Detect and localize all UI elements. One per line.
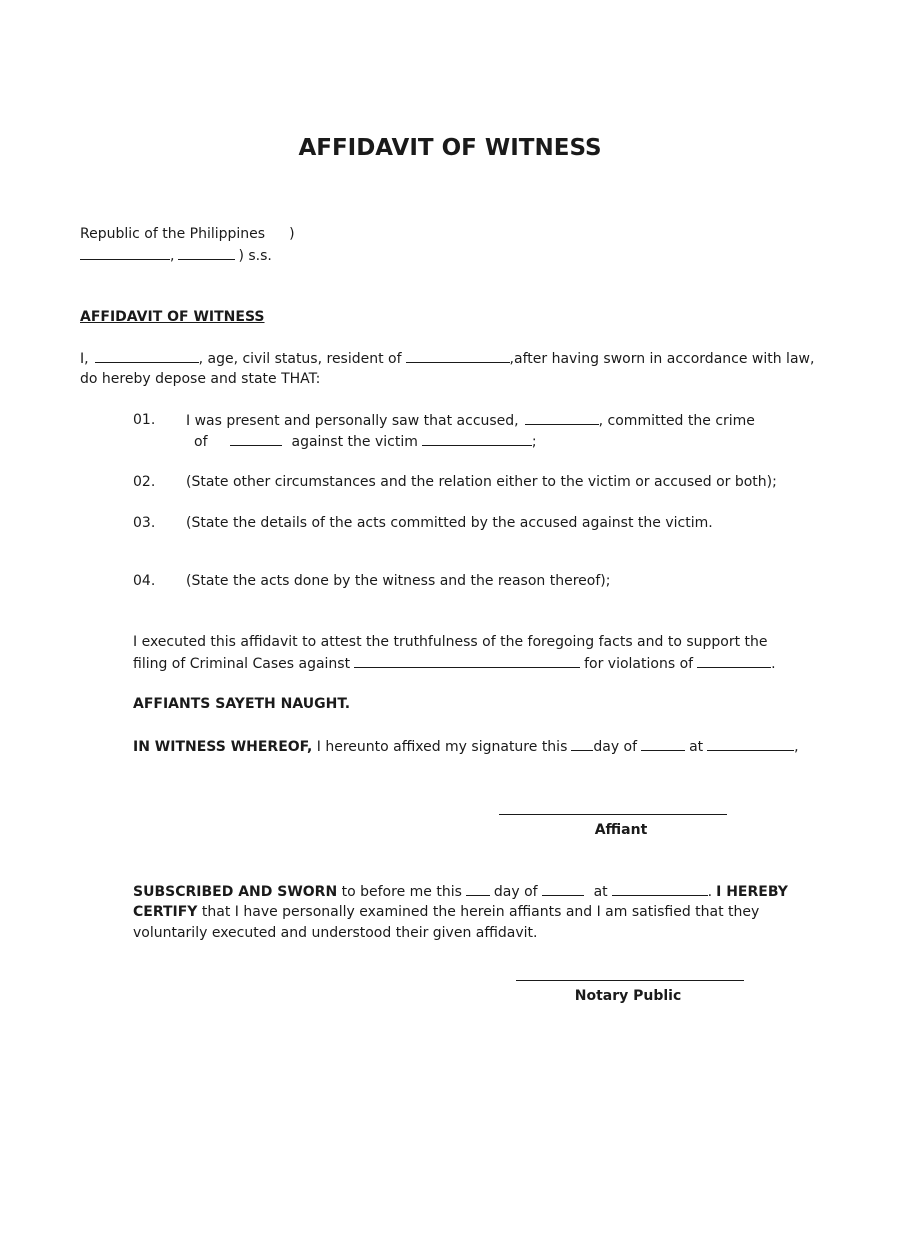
witness-text-dayof: day of [593, 739, 638, 755]
section-heading: AFFIDAVIT OF WITNESS [80, 309, 265, 325]
witness-whereof-line [133, 736, 799, 758]
item-01-number: 01. [133, 412, 156, 428]
witness-text-signature: I hereunto affixed my signature this [312, 739, 568, 755]
victim-name-blank[interactable] [422, 431, 532, 446]
violations-blank[interactable] [697, 653, 771, 668]
item-04-number: 04. [133, 573, 156, 589]
sworn-text-before: to before me this [337, 884, 462, 900]
item-04-text: (State the acts done by the witness and the reason thereof); [186, 573, 611, 589]
sworn-text-certify: that I have personally examined the herein affiants and I am satisfied that they [197, 904, 760, 920]
sworn-line-1 [133, 881, 788, 903]
witness-whereof-bold: IN WITNESS WHEREOF, [133, 739, 313, 755]
sworn-day-blank[interactable] [466, 881, 490, 896]
sworn-place-blank[interactable] [612, 881, 708, 896]
sworn-text-dayof: day of [493, 884, 538, 900]
intro-line-1 [80, 348, 814, 370]
executed-text-against: filing of Criminal Cases against [133, 656, 351, 672]
sayeth-naught: AFFIANTS SAYETH NAUGHT. [133, 696, 351, 712]
witness-text-at: at [689, 739, 704, 755]
affiant-label: Affiant [594, 822, 648, 838]
venue-province-blank[interactable] [178, 245, 235, 260]
item-01-text-a: I was present and personally saw that accused, [186, 413, 519, 429]
intro-text-i: I, [80, 351, 89, 367]
sworn-text-at: at [593, 884, 608, 900]
hereby-bold: I HEREBY [716, 884, 788, 900]
item-01-line-2 [194, 431, 537, 453]
item-01-text-end: ; [531, 434, 537, 450]
affiant-name-blank[interactable] [95, 348, 199, 363]
witness-text-end: , [794, 739, 799, 755]
venue-line-2 [80, 245, 272, 267]
venue-bracket: ) [289, 226, 295, 242]
sworn-line-3: voluntarily executed and understood their given affidavit. [133, 925, 538, 941]
item-01-line-1 [186, 410, 755, 432]
witness-day-blank[interactable] [571, 736, 593, 751]
item-01-text-of: of [194, 434, 208, 450]
item-01-text-victim: against the victim [291, 434, 418, 450]
witness-month-blank[interactable] [641, 736, 685, 751]
sworn-text-period: . [707, 884, 713, 900]
executed-line-2 [133, 653, 776, 675]
witness-place-blank[interactable] [707, 736, 794, 751]
certify-bold: CERTIFY [133, 904, 198, 920]
criminal-case-blank[interactable] [354, 653, 580, 668]
venue-ss: ) s.s. [238, 248, 272, 264]
crime-blank[interactable] [230, 431, 282, 446]
executed-text-violations: for violations of [584, 656, 694, 672]
notary-label: Notary Public [574, 988, 682, 1004]
sworn-month-blank[interactable] [542, 881, 584, 896]
venue-line-1 [80, 224, 295, 245]
accused-name-blank[interactable] [525, 410, 599, 425]
affiant-signature-line[interactable] [499, 814, 727, 815]
document-title: AFFIDAVIT OF WITNESS [298, 135, 602, 161]
executed-text-end: . [771, 656, 776, 672]
item-02-text: (State other circumstances and the relation either to the victim or accused or both); [186, 474, 777, 490]
intro-text-sworn: ,after having sworn in accordance with law, [509, 351, 815, 367]
intro-line-2: do hereby depose and state THAT: [80, 371, 321, 387]
venue-city-blank[interactable] [80, 245, 170, 260]
sworn-bold: SUBSCRIBED AND SWORN [133, 884, 338, 900]
sworn-line-2 [133, 902, 759, 923]
executed-line-1: I executed this affidavit to attest the truthfulness of the foregoing facts and to support the [133, 634, 768, 650]
item-03-text: (State the details of the acts committed by the accused against the victim. [186, 515, 713, 531]
item-02-number: 02. [133, 474, 156, 490]
item-03-number: 03. [133, 515, 156, 531]
intro-text-resident: , age, civil status, resident of [198, 351, 402, 367]
notary-signature-line[interactable] [516, 980, 744, 981]
venue-comma: , [170, 248, 175, 264]
residence-blank[interactable] [406, 348, 510, 363]
item-01-text-b: , committed the crime [598, 413, 755, 429]
venue-country: Republic of the Philippines [80, 226, 266, 242]
